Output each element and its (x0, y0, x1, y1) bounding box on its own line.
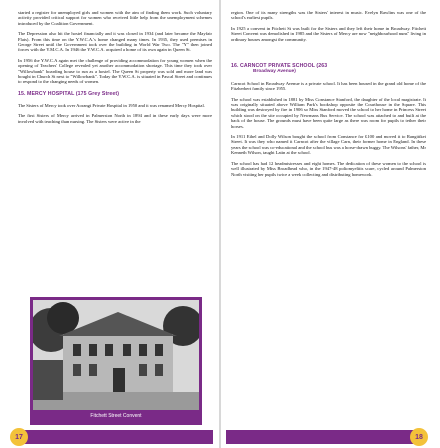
carncot-paragraph-4: The school has had 12 headmistresses and eight homes. The dedication of these women to the school is well illustrated by Miss Broadhead who, in the 1947-48 poliomyelitis scare, cycled around Palmerston North visiting her pupils twice a week collecting and distributing homework. (231, 160, 426, 177)
section-heading-mercy-hospital: 15. MERCY HOSPITAL (175 Grey Street) (18, 90, 120, 97)
right-footer-bar (226, 430, 422, 444)
right-paragraph-2: In 1925 a convent in Fitchett St was built for the Sisters and they left their home in Broadway. Fitchett Street Convent was demolished in 1985 and the Sisters of Mercy are now "neighbourhood nuns" living in ordinary houses amongst the community. (231, 25, 426, 42)
carncot-paragraph-2: The school was established in 1881 by Miss Constance Stanford, the daughter of the local magistrate. It was originally situated above William Park's bookshop opposite the Courthouse in the Square. This building was destroyed by fire in 1906 so Miss Stanford moved the school to her home in Princess Street which stood on the site occupied by Newmans Bus Service. The school was attached to and built at the back of the house. The grounds must have been quite large as there was room for pupils to tether their horses. (231, 96, 426, 129)
left-paragraph-2: The Depression also hit the hostel financially and it was closed in 1934 (and later became the Mayfair Flats). From this time on the Y.W.C.A.'s home changed many times. In 1935, they used premises in George Street until the Government took over the building in World War Two. The "Y" then joined forces with the Y.M.C.A. In 1946 the Y.W.C.A. acquired a home of its own again in Queen St. (18, 31, 212, 53)
right-page (220, 0, 440, 448)
left-paragraph-3: In 1956 the Y.W.C.A again met the challenge of providing accommodation for young women when the opening of Teachers' College revealed yet another accommodation shortage. This time they took over "Willowbank" boarding house to run as a hostel. The Queen St property was sold and more land was bought in Church St next to "Willowbank". Today the Y.W.C.A. is situated in Pascal Street and continues to respond to the changing needs of women. (18, 57, 212, 85)
convent-photo-frame (30, 297, 202, 425)
mercy-paragraph-1: The Sisters of Mercy took over Aorangi Private Hospital in 1950 and it was renamed Mercy Hospital. (18, 102, 205, 108)
left-paragraph-1: started a register for unemployed girls and women with the aim of finding them work. Such voluntary activity provided critical support for women who received little help from the unemployment schemes introduced by the Coalition Government. (18, 10, 212, 26)
section-heading-carncot: 16. CARNCOT PRIVATE SCHOOL (263 (231, 63, 328, 70)
right-page-number: 18 (410, 428, 428, 446)
photo-caption: Fitchett Street Convent (90, 413, 142, 419)
mercy-paragraph-2: The first Sisters of Mercy arrived in Palmerston North in 1894 and in these early days were more involved with teaching than nursing. The Sisters were active in the (18, 113, 212, 124)
convent-building-illustration (33, 300, 199, 410)
section-subheading-carncot: Broadway Avenue) (253, 69, 296, 75)
left-page-number: 17 (10, 428, 28, 446)
convent-photo (33, 300, 199, 410)
carncot-paragraph-1: Carncot School in Broadway Avenue is a private school. It has been housed in the grand old home of the Fitzherbert family since 1955. (231, 80, 426, 92)
left-footer-bar (18, 430, 213, 444)
carncot-paragraph-3: In 1911 Ethel and Dolly Wilson bought the school from Constance for £100 and moved it to Rangitikei Street. It was they who named it Carncot after the village Carn, their former home in England. In these years the school was co-educational and the school bus was a horse-drawn buggy. The Wilsons' father, Mr Kenneth Wilson, taught Latin at the school. (231, 134, 426, 156)
right-paragraph-1: region. One of its many strengths was the Sisters' interest in music. Evelyn Rawlins was one of the school's earliest pupils. (231, 10, 426, 21)
